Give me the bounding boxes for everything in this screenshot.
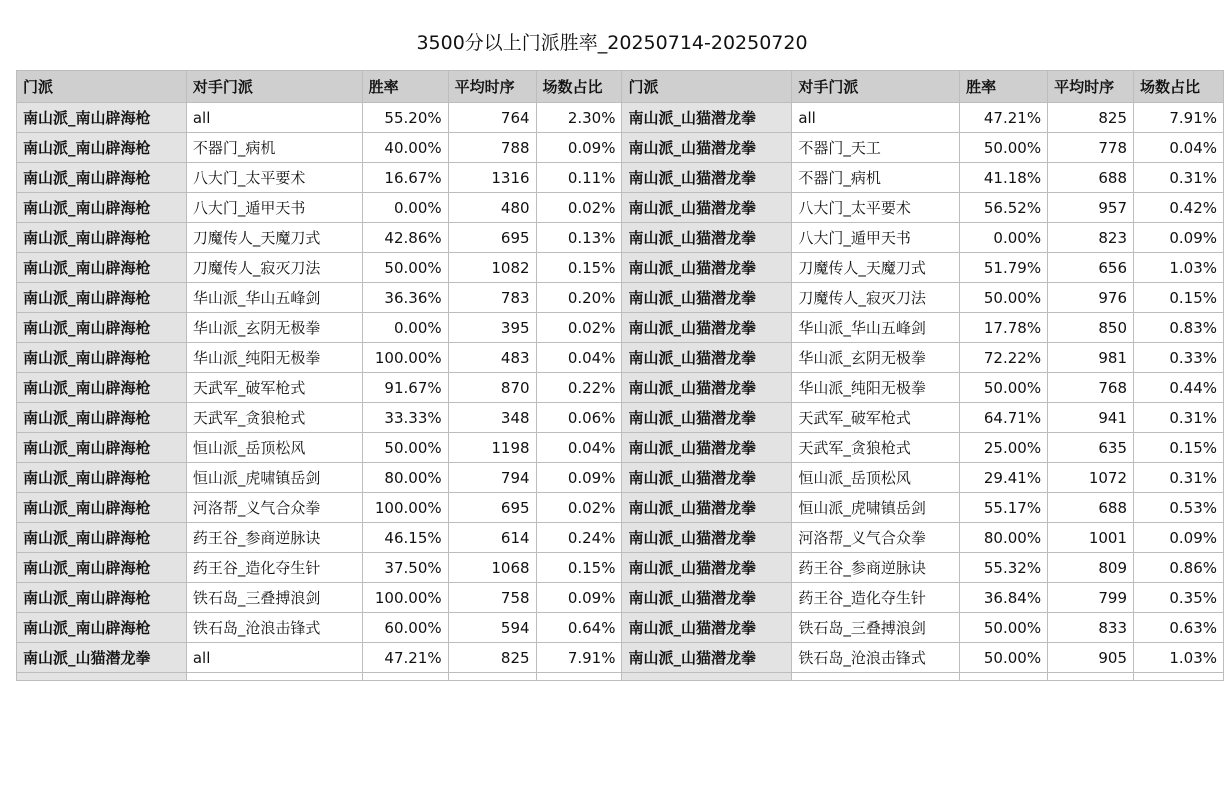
cell-left-match-share[interactable]: 0.02% (536, 493, 622, 523)
cell-left-avg-duration[interactable]: 758 (448, 583, 536, 613)
cell-right-win-rate[interactable]: 0.00% (960, 223, 1048, 253)
cell-right-opponent-faction[interactable]: 药王谷_参商逆脉诀 (792, 553, 960, 583)
cell-left-win-rate[interactable]: 100.00% (362, 493, 448, 523)
cell-right-win-rate[interactable]: 72.22% (960, 343, 1048, 373)
cell-right-win-rate[interactable]: 29.41% (960, 463, 1048, 493)
cell-left-avg-duration[interactable]: 1316 (448, 163, 536, 193)
column-header-left-win-rate[interactable]: 胜率 (362, 71, 448, 103)
cell-right-faction[interactable]: 南山派_山猫潜龙拳 (622, 253, 792, 283)
cell-right-opponent-faction[interactable]: 天武军_破军枪式 (792, 403, 960, 433)
cell-right-opponent-faction[interactable]: 刀魔传人_寂灭刀法 (792, 283, 960, 313)
cell-right-faction[interactable]: 南山派_山猫潜龙拳 (622, 583, 792, 613)
cell-right-avg-duration[interactable]: 981 (1048, 343, 1134, 373)
cell-right-opponent-faction[interactable]: 不器门_病机 (792, 163, 960, 193)
cell-left-match-share[interactable]: 0.15% (536, 553, 622, 583)
table-row (17, 223, 1224, 253)
cell-left-faction[interactable]: 南山派_南山辟海枪 (17, 133, 187, 163)
cell-right-faction[interactable]: 南山派_山猫潜龙拳 (622, 223, 792, 253)
table-row (17, 283, 1224, 313)
cell-left-avg-duration[interactable]: 788 (448, 133, 536, 163)
cell-right-opponent-faction[interactable]: 恒山派_虎啸镇岳剑 (792, 493, 960, 523)
cell-right-faction[interactable]: 南山派_山猫潜龙拳 (622, 343, 792, 373)
cell-left-match-share[interactable]: 0.04% (536, 433, 622, 463)
column-header-right-avg-duration[interactable]: 平均时序 (1048, 71, 1134, 103)
cell-left-win-rate[interactable]: 46.15% (362, 523, 448, 553)
cell-right-avg-duration[interactable]: 976 (1048, 283, 1134, 313)
cell-left-win-rate[interactable]: 91.67% (362, 373, 448, 403)
cell-right-faction[interactable]: 南山派_山猫潜龙拳 (622, 463, 792, 493)
cell-right-match-share[interactable]: 0.53% (1134, 493, 1224, 523)
table-row (17, 433, 1224, 463)
cell-right-match-share[interactable]: 0.35% (1134, 583, 1224, 613)
cell-empty (186, 673, 362, 681)
cell-left-match-share[interactable]: 0.06% (536, 403, 622, 433)
cell-left-opponent-faction[interactable]: 不器门_病机 (186, 133, 362, 163)
cell-right-win-rate[interactable]: 56.52% (960, 193, 1048, 223)
column-header-left-faction[interactable]: 门派 (17, 71, 187, 103)
cell-right-avg-duration[interactable]: 941 (1048, 403, 1134, 433)
cell-right-avg-duration[interactable]: 850 (1048, 313, 1134, 343)
cell-left-match-share[interactable]: 2.30% (536, 103, 622, 133)
cell-right-avg-duration[interactable]: 635 (1048, 433, 1134, 463)
cell-left-faction[interactable]: 南山派_南山辟海枪 (17, 583, 187, 613)
cell-right-win-rate[interactable]: 50.00% (960, 643, 1048, 673)
cell-left-match-share[interactable]: 0.02% (536, 193, 622, 223)
cell-left-win-rate[interactable]: 100.00% (362, 583, 448, 613)
cell-empty (960, 673, 1048, 681)
cell-left-faction[interactable]: 南山派_南山辟海枪 (17, 433, 187, 463)
cell-left-faction[interactable]: 南山派_南山辟海枪 (17, 193, 187, 223)
cell-left-faction[interactable]: 南山派_南山辟海枪 (17, 493, 187, 523)
cell-right-faction[interactable]: 南山派_山猫潜龙拳 (622, 613, 792, 643)
cell-left-match-share[interactable]: 7.91% (536, 643, 622, 673)
cell-right-match-share[interactable]: 0.42% (1134, 193, 1224, 223)
cell-left-match-share[interactable]: 0.20% (536, 283, 622, 313)
cell-left-avg-duration[interactable]: 1082 (448, 253, 536, 283)
cell-right-avg-duration[interactable]: 905 (1048, 643, 1134, 673)
cell-left-faction[interactable]: 南山派_南山辟海枪 (17, 613, 187, 643)
cell-right-avg-duration[interactable]: 778 (1048, 133, 1134, 163)
cell-right-opponent-faction[interactable]: 华山派_玄阴无极拳 (792, 343, 960, 373)
cell-left-avg-duration[interactable]: 1068 (448, 553, 536, 583)
cell-left-faction[interactable]: 南山派_南山辟海枪 (17, 253, 187, 283)
cell-left-avg-duration[interactable]: 1198 (448, 433, 536, 463)
column-header-right-win-rate[interactable]: 胜率 (960, 71, 1048, 103)
cell-left-faction[interactable]: 南山派_南山辟海枪 (17, 283, 187, 313)
cell-empty (622, 673, 792, 681)
cell-left-win-rate[interactable]: 0.00% (362, 193, 448, 223)
cell-left-win-rate[interactable]: 0.00% (362, 313, 448, 343)
cell-left-win-rate[interactable]: 37.50% (362, 553, 448, 583)
cell-right-match-share[interactable]: 0.09% (1134, 223, 1224, 253)
cell-left-faction[interactable]: 南山派_南山辟海枪 (17, 163, 187, 193)
cell-right-win-rate[interactable]: 47.21% (960, 103, 1048, 133)
cell-left-win-rate[interactable]: 100.00% (362, 343, 448, 373)
cell-empty (792, 673, 960, 681)
cell-right-faction[interactable]: 南山派_山猫潜龙拳 (622, 373, 792, 403)
cell-right-match-share[interactable]: 0.86% (1134, 553, 1224, 583)
cell-left-avg-duration[interactable]: 783 (448, 283, 536, 313)
cell-right-match-share[interactable]: 0.15% (1134, 283, 1224, 313)
cell-right-win-rate[interactable]: 50.00% (960, 613, 1048, 643)
cell-right-win-rate[interactable]: 25.00% (960, 433, 1048, 463)
cell-left-faction[interactable]: 南山派_南山辟海枪 (17, 343, 187, 373)
column-header-left-avg-duration[interactable]: 平均时序 (448, 71, 536, 103)
cell-left-avg-duration[interactable]: 395 (448, 313, 536, 343)
cell-right-faction[interactable]: 南山派_山猫潜龙拳 (622, 493, 792, 523)
cell-right-match-share[interactable]: 0.04% (1134, 133, 1224, 163)
cell-right-opponent-faction[interactable]: 不器门_天工 (792, 133, 960, 163)
table-row (17, 103, 1224, 133)
cell-left-avg-duration[interactable]: 764 (448, 103, 536, 133)
cell-right-faction[interactable]: 南山派_山猫潜龙拳 (622, 433, 792, 463)
cell-right-faction[interactable]: 南山派_山猫潜龙拳 (622, 163, 792, 193)
cell-right-opponent-faction[interactable]: 恒山派_岳顶松风 (792, 463, 960, 493)
cell-left-opponent-faction[interactable]: 铁石岛_三叠搏浪剑 (186, 583, 362, 613)
cell-right-avg-duration[interactable]: 656 (1048, 253, 1134, 283)
cell-empty (1134, 673, 1224, 681)
cell-right-avg-duration[interactable]: 833 (1048, 613, 1134, 643)
cell-right-match-share[interactable]: 0.33% (1134, 343, 1224, 373)
cell-left-faction[interactable]: 南山派_山猫潜龙拳 (17, 643, 187, 673)
header-row (17, 71, 1224, 103)
cell-right-faction[interactable]: 南山派_山猫潜龙拳 (622, 103, 792, 133)
cell-empty (362, 673, 448, 681)
cell-left-opponent-faction[interactable]: 八大门_遁甲天书 (186, 193, 362, 223)
cell-right-win-rate[interactable]: 50.00% (960, 133, 1048, 163)
cell-right-match-share[interactable]: 0.83% (1134, 313, 1224, 343)
table-row (17, 373, 1224, 403)
cell-empty (17, 673, 187, 681)
cell-right-match-share[interactable]: 0.31% (1134, 463, 1224, 493)
cell-right-match-share[interactable]: 0.44% (1134, 373, 1224, 403)
cell-right-faction[interactable]: 南山派_山猫潜龙拳 (622, 283, 792, 313)
table-row (17, 463, 1224, 493)
cell-left-opponent-faction[interactable]: all (186, 643, 362, 673)
cell-left-win-rate[interactable]: 40.00% (362, 133, 448, 163)
table-row (17, 583, 1224, 613)
cell-left-match-share[interactable]: 0.09% (536, 133, 622, 163)
cell-left-win-rate[interactable]: 33.33% (362, 403, 448, 433)
table-row (17, 523, 1224, 553)
table-row (17, 163, 1224, 193)
cell-left-faction[interactable]: 南山派_南山辟海枪 (17, 463, 187, 493)
cell-left-match-share[interactable]: 0.15% (536, 253, 622, 283)
cell-left-faction[interactable]: 南山派_南山辟海枪 (17, 103, 187, 133)
cell-left-match-share[interactable]: 0.13% (536, 223, 622, 253)
cell-right-avg-duration[interactable]: 1072 (1048, 463, 1134, 493)
cell-right-faction[interactable]: 南山派_山猫潜龙拳 (622, 403, 792, 433)
table-row (17, 403, 1224, 433)
cell-left-win-rate[interactable]: 16.67% (362, 163, 448, 193)
cell-right-match-share[interactable]: 1.03% (1134, 643, 1224, 673)
table-row (17, 313, 1224, 343)
cell-left-win-rate[interactable]: 60.00% (362, 613, 448, 643)
cell-left-opponent-faction[interactable]: 天武军_贪狼枪式 (186, 403, 362, 433)
cell-right-win-rate[interactable]: 51.79% (960, 253, 1048, 283)
table-row (17, 643, 1224, 673)
cell-right-win-rate[interactable]: 50.00% (960, 373, 1048, 403)
cell-right-win-rate[interactable]: 36.84% (960, 583, 1048, 613)
cell-left-match-share[interactable]: 0.04% (536, 343, 622, 373)
column-header-left-match-share[interactable]: 场数占比 (536, 71, 622, 103)
cell-right-match-share[interactable]: 1.03% (1134, 253, 1224, 283)
cell-left-avg-duration[interactable]: 870 (448, 373, 536, 403)
cell-left-match-share[interactable]: 0.02% (536, 313, 622, 343)
cell-right-win-rate[interactable]: 80.00% (960, 523, 1048, 553)
cell-right-avg-duration[interactable]: 768 (1048, 373, 1134, 403)
cell-left-win-rate[interactable]: 55.20% (362, 103, 448, 133)
cell-right-avg-duration[interactable]: 825 (1048, 103, 1134, 133)
cell-right-avg-duration[interactable]: 823 (1048, 223, 1134, 253)
cell-right-avg-duration[interactable]: 957 (1048, 193, 1134, 223)
table-row (17, 343, 1224, 373)
cell-left-opponent-faction[interactable]: 八大门_太平要术 (186, 163, 362, 193)
cell-right-match-share[interactable]: 7.91% (1134, 103, 1224, 133)
cell-left-avg-duration[interactable]: 483 (448, 343, 536, 373)
cell-left-opponent-faction[interactable]: 铁石岛_沧浪击锋式 (186, 613, 362, 643)
cell-left-faction[interactable]: 南山派_南山辟海枪 (17, 553, 187, 583)
cell-right-win-rate[interactable]: 55.32% (960, 553, 1048, 583)
cell-left-opponent-faction[interactable]: 刀魔传人_天魔刀式 (186, 223, 362, 253)
table-row (17, 553, 1224, 583)
cell-empty (1048, 673, 1134, 681)
table-row (17, 193, 1224, 223)
cell-right-win-rate[interactable]: 64.71% (960, 403, 1048, 433)
column-header-right-faction[interactable]: 门派 (622, 71, 792, 103)
cell-right-match-share[interactable]: 0.15% (1134, 433, 1224, 463)
table-row (17, 493, 1224, 523)
column-header-right-match-share[interactable]: 场数占比 (1134, 71, 1224, 103)
cell-left-opponent-faction[interactable]: 恒山派_虎啸镇岳剑 (186, 463, 362, 493)
cell-right-opponent-faction[interactable]: 华山派_华山五峰剑 (792, 313, 960, 343)
cell-right-avg-duration[interactable]: 809 (1048, 553, 1134, 583)
cell-left-win-rate[interactable]: 50.00% (362, 253, 448, 283)
cell-left-avg-duration[interactable]: 794 (448, 463, 536, 493)
cell-left-match-share[interactable]: 0.24% (536, 523, 622, 553)
cell-left-win-rate[interactable]: 80.00% (362, 463, 448, 493)
column-header-left-opponent-faction[interactable]: 对手门派 (186, 71, 362, 103)
cell-right-match-share[interactable]: 0.09% (1134, 523, 1224, 553)
cell-left-avg-duration[interactable]: 480 (448, 193, 536, 223)
cell-right-opponent-faction[interactable]: all (792, 103, 960, 133)
cell-left-opponent-faction[interactable]: 河洛帮_义气合众拳 (186, 493, 362, 523)
cell-right-opponent-faction[interactable]: 天武军_贪狼枪式 (792, 433, 960, 463)
cell-right-opponent-faction[interactable]: 河洛帮_义气合众拳 (792, 523, 960, 553)
cell-left-faction[interactable]: 南山派_南山辟海枪 (17, 403, 187, 433)
cell-right-faction[interactable]: 南山派_山猫潜龙拳 (622, 553, 792, 583)
cell-right-faction[interactable]: 南山派_山猫潜龙拳 (622, 643, 792, 673)
cell-left-faction[interactable]: 南山派_南山辟海枪 (17, 373, 187, 403)
cell-left-win-rate[interactable]: 36.36% (362, 283, 448, 313)
cell-right-faction[interactable]: 南山派_山猫潜龙拳 (622, 313, 792, 343)
cell-left-win-rate[interactable]: 50.00% (362, 433, 448, 463)
table-row (17, 133, 1224, 163)
winrate-table (16, 70, 1224, 681)
cell-right-opponent-faction[interactable]: 八大门_遁甲天书 (792, 223, 960, 253)
cell-right-avg-duration[interactable]: 799 (1048, 583, 1134, 613)
cell-right-avg-duration[interactable]: 1001 (1048, 523, 1134, 553)
cell-left-faction[interactable]: 南山派_南山辟海枪 (17, 523, 187, 553)
cell-right-opponent-faction[interactable]: 刀魔传人_天魔刀式 (792, 253, 960, 283)
cell-left-avg-duration[interactable]: 594 (448, 613, 536, 643)
cell-right-faction[interactable]: 南山派_山猫潜龙拳 (622, 133, 792, 163)
cell-left-avg-duration[interactable]: 695 (448, 493, 536, 523)
cell-right-faction[interactable]: 南山派_山猫潜龙拳 (622, 193, 792, 223)
cell-right-opponent-faction[interactable]: 药王谷_造化夺生针 (792, 583, 960, 613)
cell-left-win-rate[interactable]: 42.86% (362, 223, 448, 253)
cell-empty (448, 673, 536, 681)
cell-left-opponent-faction[interactable]: 刀魔传人_寂灭刀法 (186, 253, 362, 283)
cell-left-avg-duration[interactable]: 348 (448, 403, 536, 433)
cell-left-opponent-faction[interactable]: 华山派_华山五峰剑 (186, 283, 362, 313)
cell-left-match-share[interactable]: 0.64% (536, 613, 622, 643)
table-row-partial (17, 673, 1224, 681)
cell-right-avg-duration[interactable]: 688 (1048, 493, 1134, 523)
cell-right-match-share[interactable]: 0.31% (1134, 403, 1224, 433)
cell-left-match-share[interactable]: 0.11% (536, 163, 622, 193)
cell-left-faction[interactable]: 南山派_南山辟海枪 (17, 313, 187, 343)
cell-left-avg-duration[interactable]: 614 (448, 523, 536, 553)
cell-right-win-rate[interactable]: 17.78% (960, 313, 1048, 343)
cell-left-opponent-faction[interactable]: all (186, 103, 362, 133)
table-row (17, 613, 1224, 643)
cell-right-opponent-faction[interactable]: 铁石岛_沧浪击锋式 (792, 643, 960, 673)
cell-left-opponent-faction[interactable]: 恒山派_岳顶松风 (186, 433, 362, 463)
cell-left-opponent-faction[interactable]: 华山派_玄阴无极拳 (186, 313, 362, 343)
cell-left-match-share[interactable]: 0.09% (536, 463, 622, 493)
cell-empty (536, 673, 622, 681)
cell-right-win-rate[interactable]: 50.00% (960, 283, 1048, 313)
cell-left-faction[interactable]: 南山派_南山辟海枪 (17, 223, 187, 253)
cell-right-opponent-faction[interactable]: 华山派_纯阳无极拳 (792, 373, 960, 403)
cell-right-opponent-faction[interactable]: 铁石岛_三叠搏浪剑 (792, 613, 960, 643)
cell-right-faction[interactable]: 南山派_山猫潜龙拳 (622, 523, 792, 553)
cell-left-win-rate[interactable]: 47.21% (362, 643, 448, 673)
cell-left-opponent-faction[interactable]: 华山派_纯阳无极拳 (186, 343, 362, 373)
cell-left-opponent-faction[interactable]: 药王谷_造化夺生针 (186, 553, 362, 583)
column-header-right-opponent-faction[interactable]: 对手门派 (792, 71, 960, 103)
cell-left-opponent-faction[interactable]: 天武军_破军枪式 (186, 373, 362, 403)
cell-left-avg-duration[interactable]: 825 (448, 643, 536, 673)
cell-right-avg-duration[interactable]: 688 (1048, 163, 1134, 193)
cell-left-opponent-faction[interactable]: 药王谷_参商逆脉诀 (186, 523, 362, 553)
cell-right-match-share[interactable]: 0.31% (1134, 163, 1224, 193)
cell-left-match-share[interactable]: 0.22% (536, 373, 622, 403)
cell-left-match-share[interactable]: 0.09% (536, 583, 622, 613)
cell-right-match-share[interactable]: 0.63% (1134, 613, 1224, 643)
page-title: 3500分以上门派胜率_20250714-20250720 (416, 32, 808, 54)
cell-left-avg-duration[interactable]: 695 (448, 223, 536, 253)
cell-right-win-rate[interactable]: 41.18% (960, 163, 1048, 193)
table-row (17, 253, 1224, 283)
cell-right-opponent-faction[interactable]: 八大门_太平要术 (792, 193, 960, 223)
cell-right-win-rate[interactable]: 55.17% (960, 493, 1048, 523)
